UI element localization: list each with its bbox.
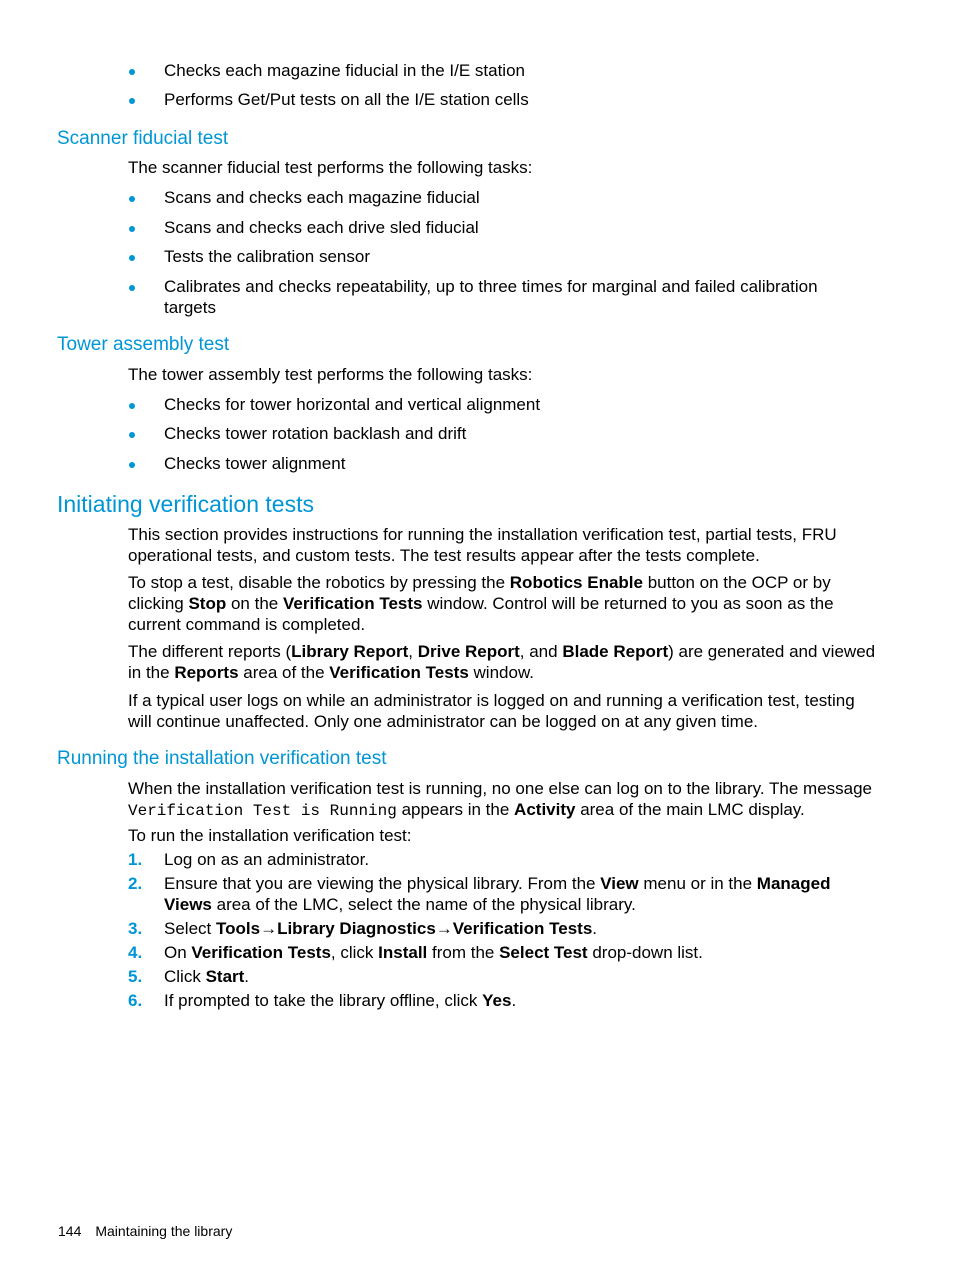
bullet-text: Checks each magazine fiducial in the I/E station: [164, 61, 525, 80]
footer-section-title: Maintaining the library: [95, 1223, 233, 1239]
tower-intro: The tower assembly test performs the following tasks:: [128, 365, 533, 384]
initiating-paragraph-2: To stop a test, disable the robotics by pressing the Robotics Enable button on the OCP or by clicking Stop on the Verification Tests window. Control will be returned to you as soon as the current command is completed.: [128, 573, 834, 634]
list-item: [0, 423, 954, 444]
arrow-icon: →: [435, 919, 453, 938]
initiating-heading: Initiating verification tests: [57, 491, 314, 517]
bullet-text: Tests the calibration sensor: [164, 247, 370, 266]
running-paragraph-2: To run the installation verification test:: [128, 826, 412, 845]
list-item: [0, 187, 954, 208]
bullet-text: Performs Get/Put tests on all the I/E station cells: [164, 90, 529, 109]
step-number: 5.: [128, 967, 143, 986]
scanner-heading: Scanner fiducial test: [57, 128, 229, 149]
bullet-icon: [129, 462, 135, 468]
bullet-icon: [129, 226, 135, 232]
page-footer: [58, 1222, 232, 1240]
running-heading: Running the installation verification test: [57, 748, 387, 769]
list-item: [0, 217, 954, 238]
initiating-paragraph-4: If a typical user logs on while an administrator is logged on and running a verification test, testing will continue unaffected. Only one administrator can be logged on at any given time.: [128, 691, 855, 731]
step-item: 5. Click Start.: [128, 967, 250, 986]
scanner-bullet-list: [0, 187, 954, 318]
bullet-text: Scans and checks each drive sled fiducial: [164, 218, 479, 237]
bullet-text: Checks tower alignment: [164, 454, 346, 473]
step-number: 3.: [128, 919, 143, 938]
scanner-intro: The scanner fiducial test performs the following tasks:: [128, 158, 533, 177]
step-number: 6.: [128, 991, 143, 1010]
list-item: [0, 89, 954, 110]
initiating-paragraph-1: This section provides instructions for running the installation verification test, partial tests, FRU operational tests, and custom tests. The test results appear after the tests complete.: [128, 525, 837, 565]
page-number: 144: [58, 1223, 82, 1239]
step-item: 6. If prompted to take the library offline, click Yes.: [128, 991, 517, 1010]
step-number: 1.: [128, 850, 143, 869]
list-item: [0, 246, 954, 267]
bullet-text: Calibrates and checks repeatability, up to three times for marginal and failed calibration targets: [164, 277, 818, 317]
steps-list: [0, 849, 954, 1014]
tower-heading: Tower assembly test: [57, 334, 230, 355]
bullet-icon: [129, 196, 135, 202]
bullet-icon: [129, 69, 135, 75]
bullet-icon: [129, 432, 135, 438]
running-paragraph-1: When the installation verification test is running, no one else can log on to the library. The message Verification Test is Running appears in the Activity area of the main LMC display.: [128, 779, 873, 820]
bullet-text: Checks for tower horizontal and vertical alignment: [164, 395, 541, 414]
arrow-icon: →: [260, 919, 278, 938]
bullet-icon: [129, 403, 135, 409]
list-item: [0, 276, 954, 318]
step-item: 2. Ensure that you are viewing the physical library. From the View menu or in the Managed Views area of the LMC, select the name of the physical library.: [128, 874, 831, 914]
step-item: 1. Log on as an administrator.: [128, 850, 370, 869]
bullet-icon: [129, 255, 135, 261]
step-item: 4. On Verification Tests, click Install from the Select Test drop-down list.: [128, 943, 703, 962]
step-number: 2.: [128, 874, 143, 893]
code-text: Verification Test is Running: [128, 802, 397, 820]
initiating-paragraph-3: The different reports (Library Report, Drive Report, and Blade Report) are generated and viewed in the Reports area of the Verification Tests window.: [128, 642, 876, 682]
bullet-icon: [129, 98, 135, 104]
bullet-text: Scans and checks each magazine fiducial: [164, 188, 480, 207]
top-bullet-list: [0, 60, 954, 110]
list-item: [0, 453, 954, 474]
list-item: [0, 394, 954, 415]
step-item: 3. Select Tools→Library Diagnostics→Verification Tests.: [128, 919, 598, 938]
list-item: [0, 60, 954, 81]
bullet-icon: [129, 285, 135, 291]
bullet-text: Checks tower rotation backlash and drift: [164, 424, 467, 443]
tower-bullet-list: [0, 394, 954, 474]
step-number: 4.: [128, 943, 143, 962]
